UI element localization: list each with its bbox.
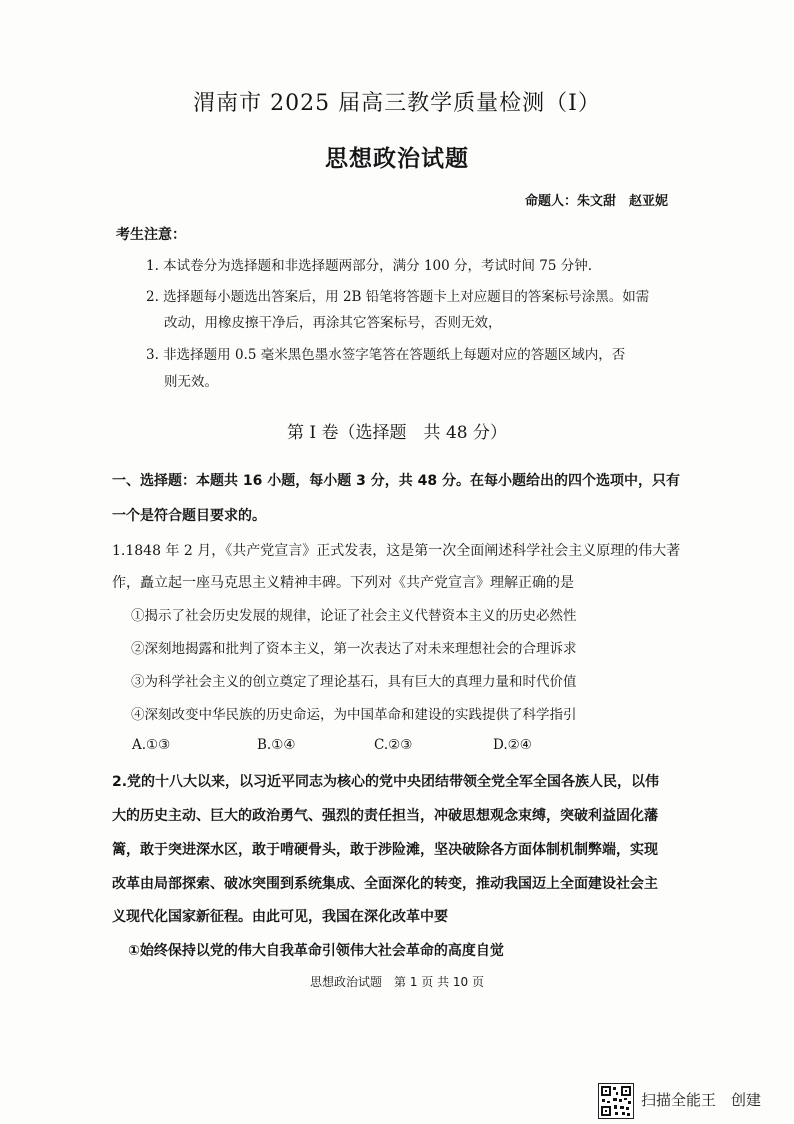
exam-subtitle: 思想政治试题 <box>325 145 469 172</box>
page-footer: 思想政治试题 第 1 页 共 10 页 <box>310 975 484 989</box>
notice-heading: 考生注意： <box>116 227 186 243</box>
notice-line: 2. 选择题每小题选出答案后，用 2B 铅笔将答题卡上对应题目的答案标号涂黑。如需 <box>146 289 650 305</box>
question-2-item: ①始终保持以党的伟大自我革命引领伟大社会革命的高度自觉 <box>128 943 504 959</box>
notice-line: 3. 非选择题用 0.5 毫米黑色墨水签字笔答在答题纸上每题对应的答题区域内，否 <box>146 347 626 363</box>
question-1-option-c: C.②③ <box>374 737 413 753</box>
question-1-stem: 作，矗立起一座马克思主义精神丰碑。下列对《共产党宣言》理解正确的是 <box>112 575 574 591</box>
section-instruction: 一个是符合题目要求的。 <box>112 508 266 524</box>
notice-line: 则无效。 <box>164 374 218 390</box>
notice-line: 改动，用橡皮擦干净后，再涂其它答案标号，否则无效， <box>164 315 502 331</box>
section-heading: 第 I 卷（选择题 共 48 分） <box>287 423 507 443</box>
question-2-stem: 大的历史主动、巨大的政治勇气、强烈的责任担当，冲破思想观念束缚，突破利益固化藩 <box>112 808 658 824</box>
question-2-stem: 篱，敢于突进深水区，敢于啃硬骨头，敢于涉险滩，坚决破除各方面体制机制弊端，实现 <box>112 842 658 858</box>
question-1-option-b: B.①④ <box>257 737 296 753</box>
exam-authors: 命题人：朱文甜 赵亚妮 <box>525 194 669 209</box>
question-1-item: ③为科学社会主义的创立奠定了理论基石，具有巨大的真理力量和时代价值 <box>131 674 577 690</box>
question-1-stem: 1.1848 年 2 月，《共产党宣言》正式发表，这是第一次全面阐述科学社会主义原理的伟大著 <box>112 543 681 559</box>
notice-line: 1. 本试卷分为选择题和非选择题两部分，满分 100 分，考试时间 75 分钟. <box>146 258 593 274</box>
qr-code-icon <box>598 1083 634 1119</box>
question-2-stem: 改革由局部探索、破冰突围到系统集成、全面深化的转变，推动我国迈上全面建设社会主 <box>112 876 658 892</box>
question-2-stem: 义现代化国家新征程。由此可见，我国在深化改革中要 <box>112 909 448 925</box>
watermark-text: 扫描全能王 创建 <box>641 1091 762 1109</box>
exam-title: 渭南市 2025 届高三教学质量检测（Ⅰ） <box>193 91 601 116</box>
section-instruction: 一、选择题：本题共 16 小题，每小题 3 分，共 48 分。在每小题给出的四个选项中，只有 <box>112 473 680 489</box>
question-1-item: ①揭示了社会历史发展的规律，论证了社会主义代替资本主义的历史必然性 <box>131 608 577 624</box>
question-1-item: ②深刻地揭露和批判了资本主义，第一次表达了对未来理想社会的合理诉求 <box>131 641 577 657</box>
question-2-stem: 2.党的十八大以来，以习近平同志为核心的党中央团结带领全党全军全国各族人民，以伟 <box>112 774 660 790</box>
question-1-item: ④深刻改变中华民族的历史命运，为中国革命和建设的实践提供了科学指引 <box>131 707 577 723</box>
question-1-option-a: A.①③ <box>132 737 171 753</box>
question-1-option-d: D.②④ <box>493 737 532 753</box>
